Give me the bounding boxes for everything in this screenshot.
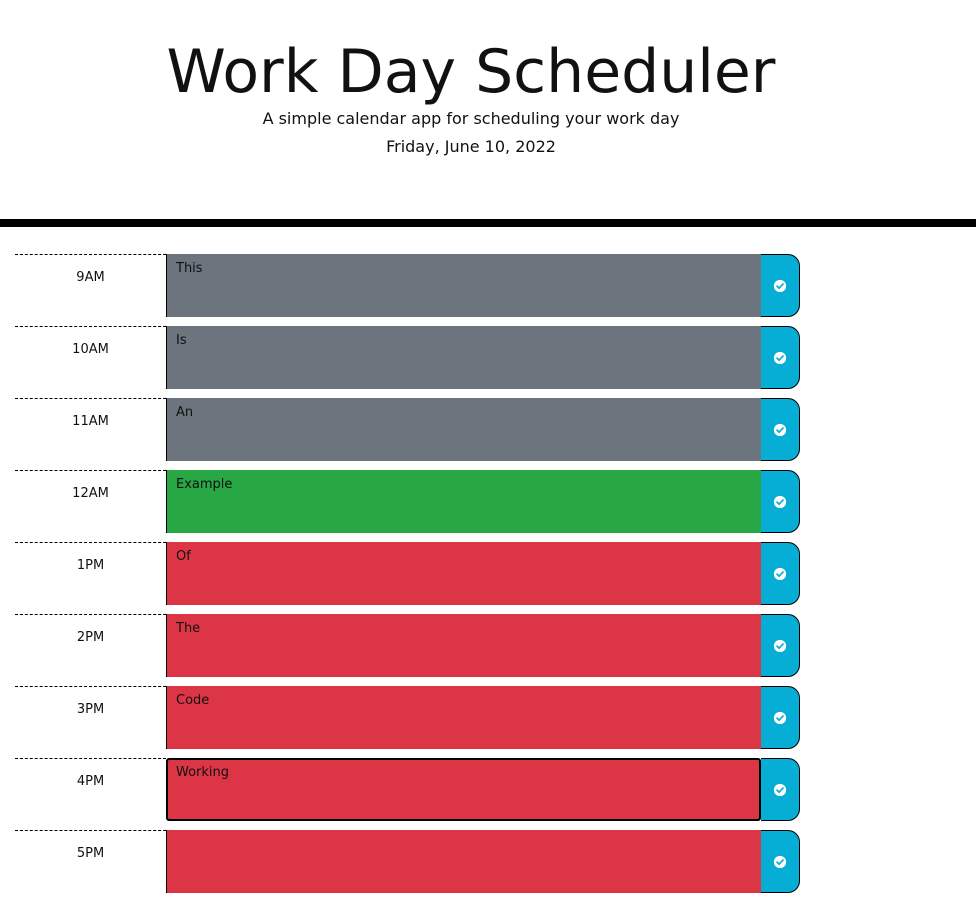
check-circle-icon	[773, 783, 787, 797]
check-circle-icon	[773, 567, 787, 581]
hour-label: 2PM	[76, 630, 105, 645]
save-button[interactable]	[761, 470, 800, 533]
hour-cell	[15, 758, 166, 821]
save-button[interactable]	[761, 758, 800, 821]
hour-label: 5PM	[76, 846, 105, 861]
save-button[interactable]	[761, 686, 800, 749]
time-block-row	[0, 398, 976, 462]
save-button[interactable]	[761, 614, 800, 677]
time-block-row	[0, 830, 976, 894]
hour-label: 3PM	[76, 702, 105, 717]
save-button[interactable]	[761, 830, 800, 893]
event-description-input[interactable]	[166, 254, 761, 317]
time-block-row	[0, 614, 976, 678]
header-divider	[0, 219, 976, 227]
hour-label: 11AM	[72, 414, 109, 429]
check-circle-icon	[773, 279, 787, 293]
hour-cell	[15, 398, 166, 461]
save-button[interactable]	[761, 254, 800, 317]
hour-cell	[15, 470, 166, 533]
hour-cell	[15, 830, 166, 893]
hour-label: 12AM	[72, 486, 109, 501]
hour-label: 1PM	[76, 558, 105, 573]
check-circle-icon	[773, 639, 787, 653]
hour-label: 9AM	[76, 270, 105, 285]
hour-cell	[15, 254, 166, 317]
time-block-row	[0, 470, 976, 534]
check-circle-icon	[773, 711, 787, 725]
event-description-input[interactable]	[166, 470, 761, 533]
save-button[interactable]	[761, 398, 800, 461]
check-circle-icon	[773, 855, 787, 869]
check-circle-icon	[773, 351, 787, 365]
time-block-row	[0, 686, 976, 750]
page-subtitle: A simple calendar app for scheduling your work day	[262, 109, 680, 128]
hour-cell	[15, 686, 166, 749]
event-description-input[interactable]	[166, 758, 761, 821]
hour-label: 4PM	[76, 774, 105, 789]
event-description-input[interactable]	[166, 398, 761, 461]
time-block-row	[0, 254, 976, 318]
time-block-row	[0, 758, 976, 822]
save-button[interactable]	[761, 542, 800, 605]
hour-cell	[15, 614, 166, 677]
event-description-input[interactable]	[166, 686, 761, 749]
check-circle-icon	[773, 423, 787, 437]
event-description-input[interactable]	[166, 830, 761, 893]
event-description-input[interactable]	[166, 542, 761, 605]
event-description-input[interactable]	[166, 326, 761, 389]
time-block-row	[0, 326, 976, 390]
current-date: Friday, June 10, 2022	[386, 137, 556, 156]
save-button[interactable]	[761, 326, 800, 389]
hour-label: 10AM	[72, 342, 109, 357]
check-circle-icon	[773, 495, 787, 509]
hour-cell	[15, 542, 166, 605]
schedule-container	[0, 254, 976, 902]
page-title: Work Day Scheduler	[166, 37, 776, 107]
time-block-row	[0, 542, 976, 606]
hour-cell	[15, 326, 166, 389]
page-header	[0, 0, 976, 219]
event-description-input[interactable]	[166, 614, 761, 677]
